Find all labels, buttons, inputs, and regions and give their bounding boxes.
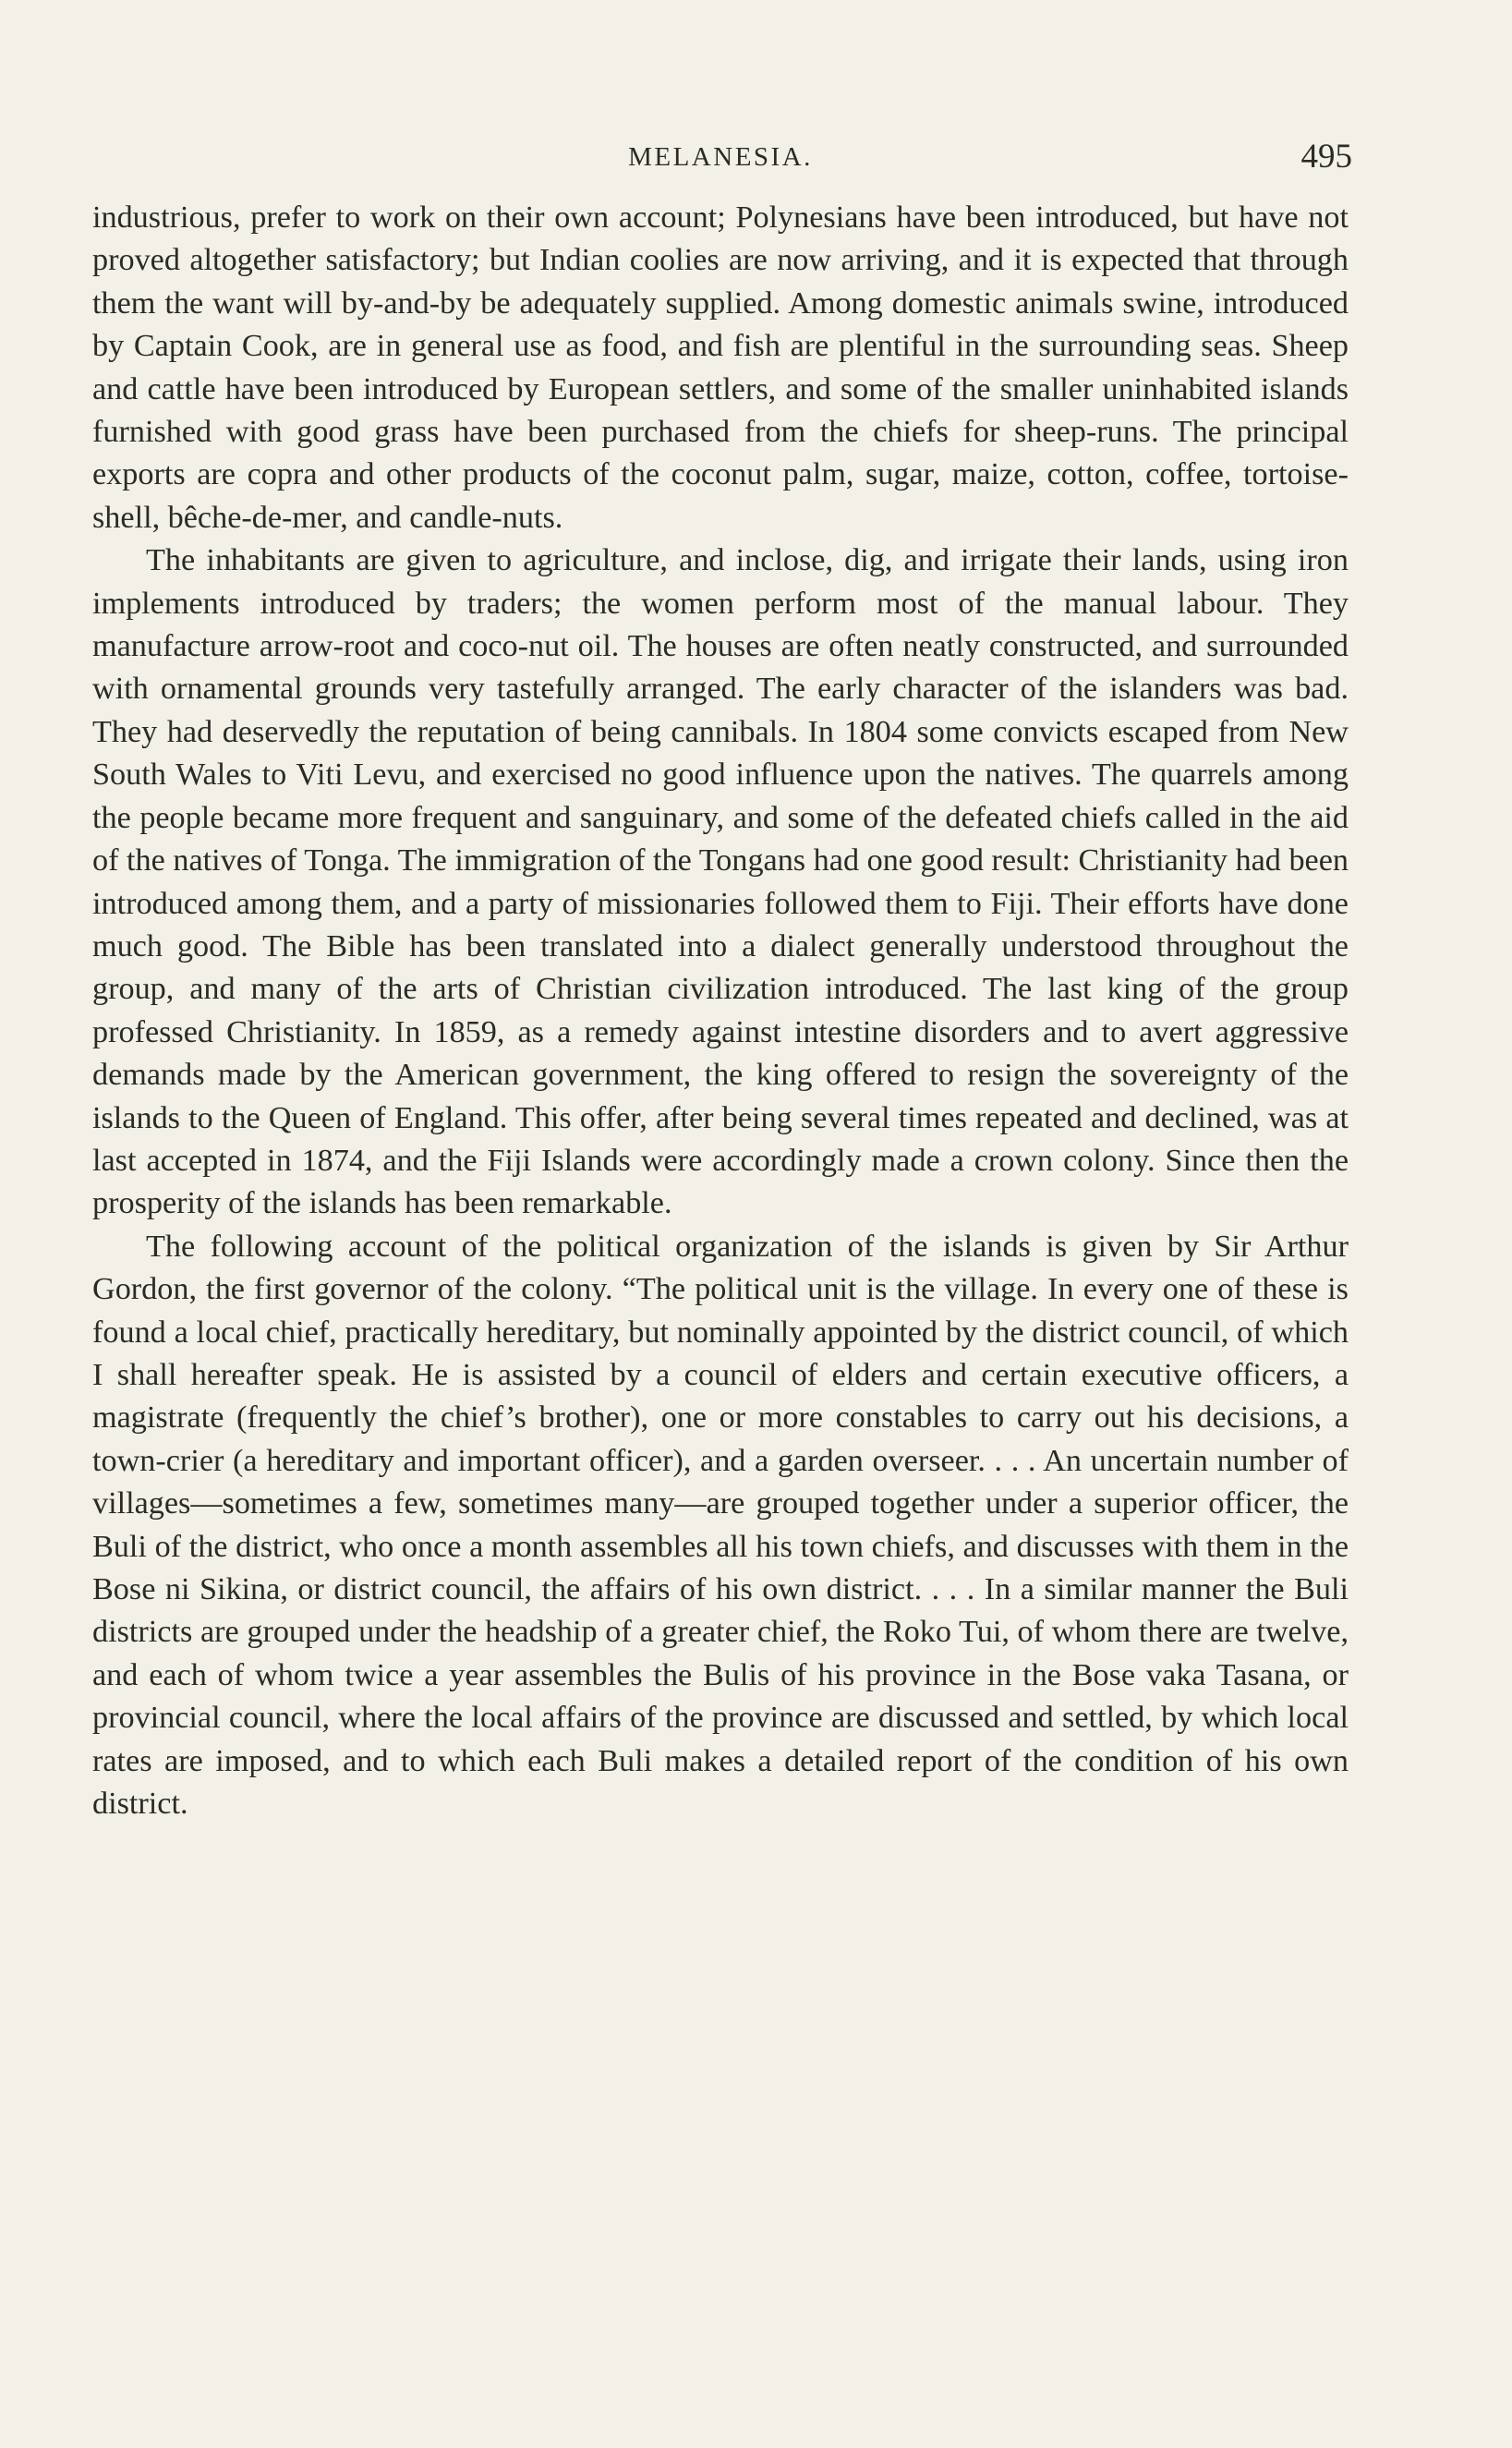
- running-title: MELANESIA.: [628, 142, 813, 172]
- paragraph-continued: industrious, prefer to work on their own account; Polynesians have been introduced, but have not proved altogether satisfactory; but Indian coolies are now arriving, and it is expected that through them the want will by-and-by be adequately supplied. Among domestic animals swine, introduced by Captain Cook, are in general use as food, and fish are plentiful in the surrounding seas. Sheep and cattle have been introduced by European settlers, and some of the smaller uninhabited islands furnished with good grass have been purchased from the chiefs for sheep-runs. The principal exports are copra and other products of the coconut palm, sugar, maize, cotton, coffee, tortoise-shell, bêche-de-mer, and candle-nuts.: [92, 200, 1349, 535]
- body-text: [92, 197, 1349, 1825]
- paragraph-inhabitants: The inhabitants are given to agriculture, and inclose, dig, and irrigate their lands, using iron implements introduced by traders; the women perform most of the manual labour. They manufacture arrow-root and coco-nut oil. The houses are often neatly constructed, and surrounded with ornamental grounds very tastefully arranged. The early character of the islanders was bad. They had deservedly the reputation of being cannibals. In 1804 some convicts escaped from New South Wales to Viti Levu, and exercised no good influence upon the natives. The quarrels among the people became more frequent and sanguinary, and some of the defeated chiefs called in the aid of the natives of Tonga. The immigration of the Tongans had one good result: Christianity had been introduced among them, and a party of missionaries followed them to Fiji. Their efforts have done much good. The Bible has been translated into a dialect generally understood throughout the group, and many of the arts of Christian civilization introduced. The last king of the group professed Christianity. In 1859, as a remedy against intestine disorders and to avert aggressive demands made by the American government, the king offered to resign the sovereignty of the islands to the Queen of England. This offer, after being several times repeated and declined, was at last accepted in 1874, and the Fiji Islands were accordingly made a crown colony. Since then the prosperity of the islands has been remarkable.: [92, 543, 1349, 1221]
- page-number: 495: [1300, 138, 1352, 176]
- paragraph-political-organization: The following account of the political organization of the islands is given by Sir Arthur Gordon, the first governor of the colony. “The political unit is the village. In every one of these is found a local chief, practically hereditary, but nominally appointed by the district council, of which I shall hereafter speak. He is assisted by a council of elders and certain executive officers, a magistrate (frequently the chief’s brother), one or more constables to carry out his decisions, a town-crier (a hereditary and important officer), and a garden overseer. . . . An uncertain number of villages—sometimes a few, sometimes many—are grouped together under a superior officer, the Buli of the district, who once a month assembles all his town chiefs, and discusses with them in the Bose ni Sikina, or district council, the affairs of his own district. . . . In a similar manner the Buli districts are grouped under the headship of a greater chief, the Roko Tui, of whom there are twelve, and each of whom twice a year assembles the Bulis of his province in the Bose vaka Tasana, or provincial council, where the local affairs of the province are discussed and settled, by which local rates are imposed, and to which each Buli makes a detailed report of the condition of his own district.: [92, 1229, 1349, 1822]
- running-head: [92, 137, 1352, 183]
